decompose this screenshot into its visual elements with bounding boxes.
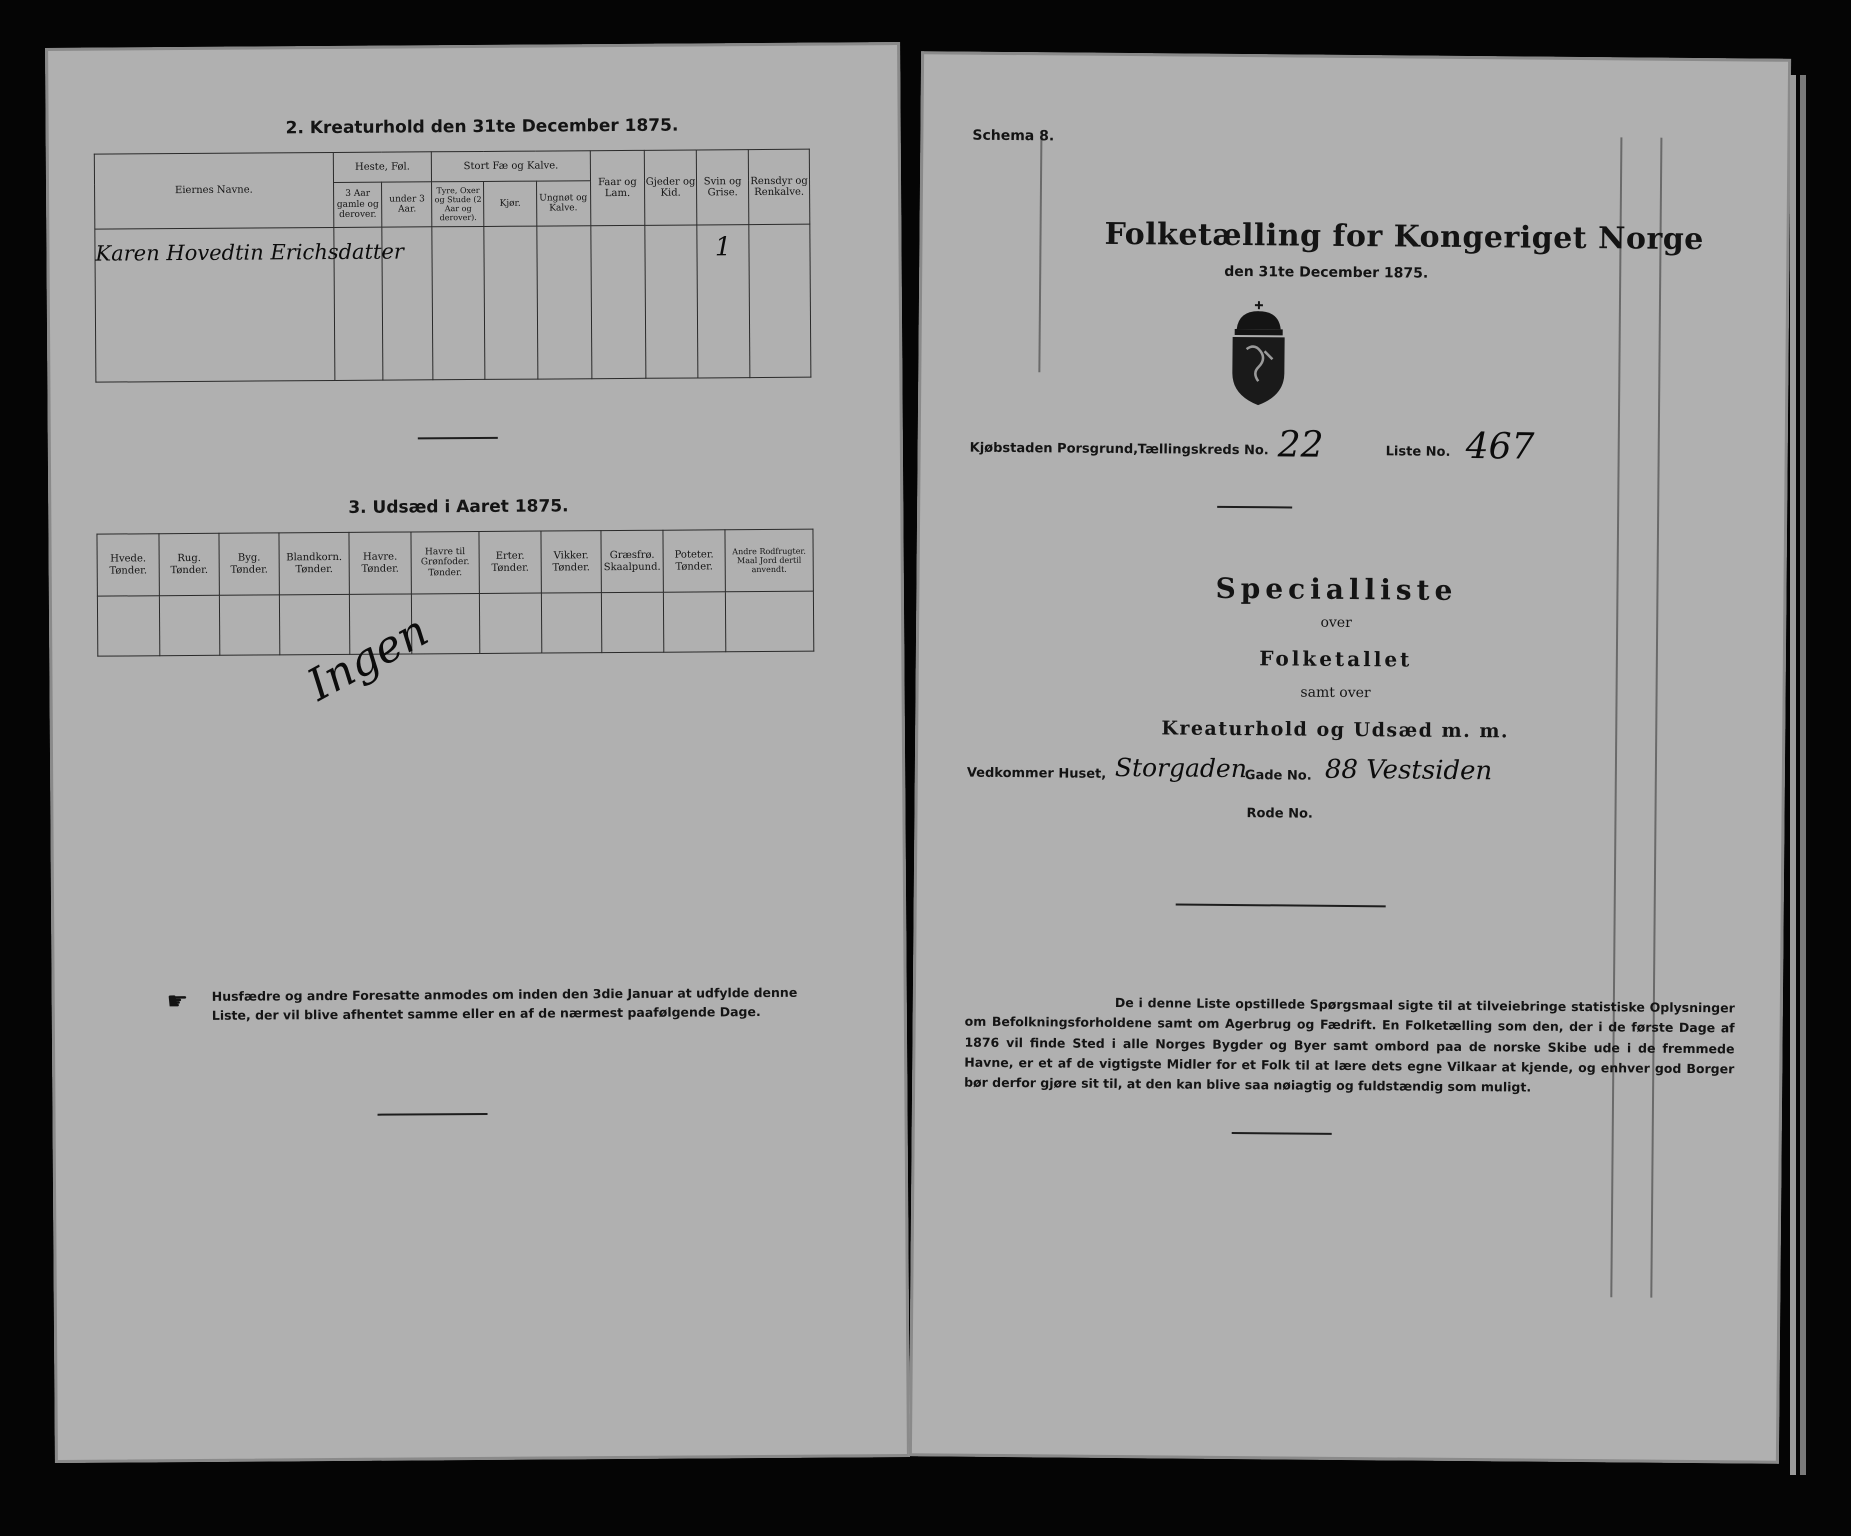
sowing-header-poteter: Poteter. Tønder. bbox=[663, 530, 725, 592]
rode-label: Rode No. bbox=[1246, 806, 1313, 822]
right-page bbox=[909, 51, 1791, 1464]
sowing-header-havre: Havre. Tønder. bbox=[349, 532, 411, 594]
divider-2 bbox=[1176, 903, 1386, 906]
intro-paragraph: De i denne Liste opstillede Spørgsmaal sigte til at tilveiebringe statistiske Oplysninger om Befolkningsforholdene samt om Agerbrug og Fædrift. En Folketælling som den, der i de første Dage af 1876 vil finde Sted i alle Norges Bygder og Byer samt ombord paa de norske Skibe ude i de fremmede Havne, er et af de vigtigste Midler for et Folk til at lære dets egne Vilkaar at kjende, og enhver god Borger bør derfor gjøre sit til, at den kan blive saa nøiagtig og fuldstændig som muligt. bbox=[964, 994, 1735, 1095]
bottom-divider bbox=[378, 1113, 488, 1115]
header-faar: Faar og Lam. bbox=[590, 150, 645, 225]
divider-1 bbox=[1217, 506, 1292, 508]
liste-value: 467 bbox=[1465, 425, 1535, 468]
folketallet-heading: Folketallet bbox=[1259, 646, 1413, 672]
census-date: den 31te December 1875. bbox=[1224, 263, 1429, 282]
schema-label: Schema 8. bbox=[972, 127, 1055, 145]
sowing-header-byg: Byg. Tønder. bbox=[219, 533, 279, 595]
sowing-header-havre-gronfoder: Havre til Grønfoder. Tønder. bbox=[411, 531, 479, 593]
sowing-header-graesfro: Græsfrø. Skaalpund. bbox=[601, 530, 663, 592]
sowing-header-rug: Rug. Tønder. bbox=[159, 533, 219, 595]
svin-entry: 1 bbox=[714, 232, 732, 263]
tallingskreds-label: Tællingskreds No. bbox=[1137, 442, 1269, 459]
section2-title: 2. Kreaturhold den 31te December 1875. bbox=[285, 115, 679, 139]
kreaturhold-heading: Kreaturhold og Udsæd m. m. bbox=[1161, 717, 1510, 743]
gade-value: 88 Vestsiden bbox=[1324, 754, 1493, 787]
sowing-header-hvede: Hvede. Tønder. bbox=[97, 534, 159, 596]
vedkommer-label: Vedkommer Huset, bbox=[966, 765, 1107, 782]
sowing-table bbox=[96, 529, 814, 657]
header-gjeder: Gjeder og Kid. bbox=[644, 150, 697, 225]
bleed-line-2 bbox=[1650, 138, 1662, 1298]
specialliste-heading: Specialliste bbox=[1215, 571, 1458, 607]
handwritten-ingen: Ingen bbox=[299, 605, 437, 712]
owner-entry: Karen Hovedtin Erichsdatter bbox=[95, 239, 404, 266]
header-tyre: Tyre, Oxer og Stude (2 Aar og derover). bbox=[432, 181, 484, 226]
bleed-line-3 bbox=[1038, 132, 1042, 372]
sowing-header-erter: Erter. Tønder. bbox=[479, 531, 541, 593]
page-stack-edge-1 bbox=[1790, 75, 1796, 1475]
left-page bbox=[45, 42, 910, 1463]
header-owner: Eiernes Navne. bbox=[94, 152, 333, 229]
samt-over-text: samt over bbox=[1300, 684, 1371, 702]
page-stack-edge-2 bbox=[1800, 75, 1806, 1475]
header-heste-old: 3 Aar gamle og derover. bbox=[333, 182, 382, 227]
header-ungnet: Ungnøt og Kalve. bbox=[536, 181, 591, 226]
kjobstaden-label: Kjøbstaden Porsgrund, bbox=[969, 440, 1139, 458]
sowing-header-blandkorn: Blandkorn. Tønder. bbox=[279, 532, 349, 594]
pointing-hand-icon: ☛ bbox=[166, 987, 189, 1016]
section3-title: 3. Udsæd i Aaret 1875. bbox=[348, 496, 569, 518]
sowing-header-vikker: Vikker. Tønder. bbox=[541, 531, 601, 593]
header-svin: Svin og Grise. bbox=[696, 150, 749, 225]
header-heste: Heste, Føl. bbox=[333, 152, 432, 183]
header-kjor: Kjør. bbox=[484, 181, 536, 226]
sowing-header-andre-rodfrugter: Andre Rodfrugter. Maal Jord dertil anvendt. bbox=[725, 529, 813, 592]
bleed-line-1 bbox=[1610, 137, 1622, 1297]
street-value: Storgaden bbox=[1114, 752, 1248, 784]
over-text: over bbox=[1320, 614, 1352, 632]
bleed-through-margin bbox=[52, 198, 101, 1428]
header-heste-young: under 3 Aar. bbox=[382, 182, 432, 227]
divider-3 bbox=[1232, 1132, 1332, 1134]
liste-label: Liste No. bbox=[1385, 444, 1451, 460]
census-title: Folketælling for Kongeriget Norge bbox=[1104, 216, 1704, 258]
header-stort-fae: Stort Fæ og Kalve. bbox=[432, 151, 591, 182]
coat-of-arms-icon bbox=[1218, 299, 1299, 410]
header-rensdyr: Rensdyr og Renkalve. bbox=[748, 149, 809, 224]
livestock-table bbox=[94, 149, 812, 383]
divider-line bbox=[418, 437, 498, 439]
gade-label: Gade No. bbox=[1244, 768, 1312, 784]
notice-text: Husfædre og andre Foresatte anmodes om inden den 3die Januar at udfylde denne Liste, der vil blive afhentet samme eller en af de nærmest paafølgende Dage. bbox=[211, 984, 798, 1024]
tallingskreds-value: 22 bbox=[1277, 424, 1324, 466]
